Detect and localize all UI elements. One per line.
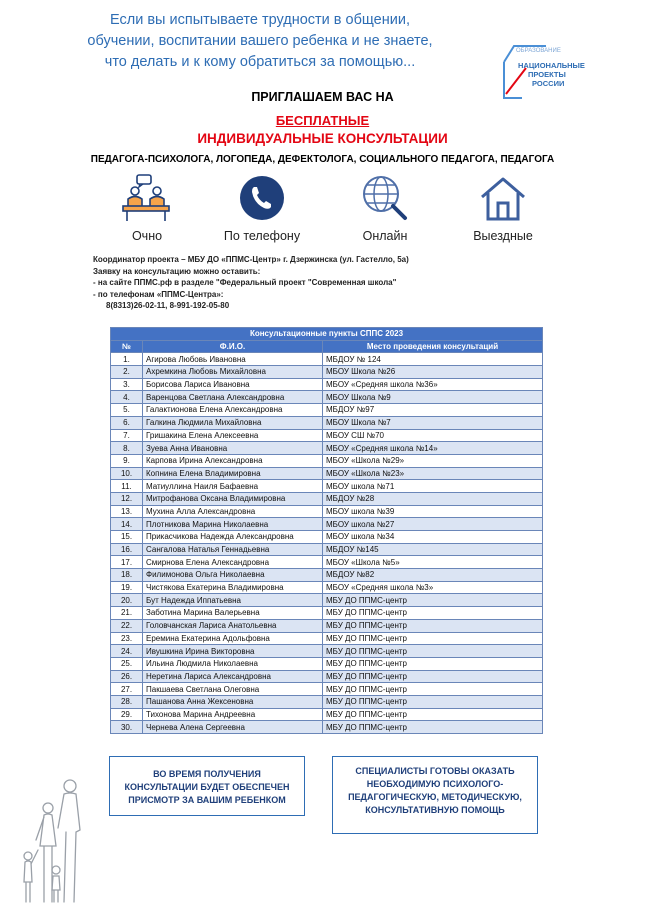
row-number: 25.	[111, 657, 143, 670]
table-row	[111, 721, 543, 734]
consultation-place: МБДОУ №28	[323, 492, 543, 505]
specialist-name: Матиуллина Наиля Бафаевна	[143, 480, 323, 493]
row-number: 11.	[111, 480, 143, 493]
specialist-name: Еремина Екатерина Адольфовна	[143, 632, 323, 645]
specialist-name: Неретина Лариса Александровна	[143, 670, 323, 683]
specialist-name: Тихонова Марина Андреевна	[143, 708, 323, 721]
consultation-place: МБОУ Школа №9	[323, 391, 543, 404]
consultation-place: МБОУ «Средняя школа №14»	[323, 442, 543, 455]
row-number: 23.	[111, 632, 143, 645]
table-row	[111, 708, 543, 721]
consultation-place: МБУ ДО ППМС-центр	[323, 645, 543, 658]
row-number: 14.	[111, 518, 143, 531]
table-row	[111, 518, 543, 531]
format-online	[340, 173, 430, 243]
table-row	[111, 632, 543, 645]
row-number: 29.	[111, 708, 143, 721]
specialist-name: Агирова Любовь Ивановна	[143, 353, 323, 366]
specialist-name: Варенцова Светлана Александровна	[143, 391, 323, 404]
site-line: - на сайте ППМС.рф в разделе "Федеральный проект "Современная школа"	[93, 278, 397, 287]
table-row	[111, 378, 543, 391]
format-label: Очно	[131, 229, 163, 243]
consultation-place: МБУ ДО ППМС-центр	[323, 594, 543, 607]
consultation-place: МБУ ДО ППМС-центр	[323, 721, 543, 734]
consultation-place: МБОУ школа №39	[323, 505, 543, 518]
specialist-name: Смирнова Елена Александровна	[143, 556, 323, 569]
consultation-place: МБУ ДО ППМС-центр	[323, 683, 543, 696]
table-row	[111, 645, 543, 658]
row-number: 12.	[111, 492, 143, 505]
consultation-place: МБДОУ №82	[323, 569, 543, 582]
format-phone	[217, 173, 307, 243]
phone-label-line: - по телефонам «ППМС-Центра»:	[93, 289, 224, 299]
consultation-place: МБУ ДО ППМС-центр	[323, 619, 543, 632]
consultation-place: МБУ ДО ППМС-центр	[323, 632, 543, 645]
table-row	[111, 657, 543, 670]
specialist-name: Бут Надежда Иппатьевна	[143, 594, 323, 607]
table-row	[111, 581, 543, 594]
row-number: 22.	[111, 619, 143, 632]
consultation-place: МБДОУ № 124	[323, 353, 543, 366]
format-label: Выездные	[473, 229, 533, 243]
specialists-line: ПЕДАГОГА-ПСИХОЛОГА, ЛОГОПЕДА, ДЕФЕКТОЛОГА, СОЦИАЛЬНОГО ПЕДАГОГА, ПЕДАГОГА	[90, 154, 555, 165]
table-row	[111, 416, 543, 429]
row-number: 1.	[111, 353, 143, 366]
phone-numbers: 8(8313)26-02-11, 8-991-192-05-80	[106, 301, 230, 310]
childcare-note	[109, 756, 305, 816]
consultation-place: МБУ ДО ППМС-центр	[323, 670, 543, 683]
consultation-place: МБОУ школа №34	[323, 531, 543, 544]
table-row	[111, 619, 543, 632]
format-label: По телефону	[223, 229, 301, 243]
intro-line: Если вы испытываете трудности в общении,	[110, 12, 410, 28]
family-illustration	[14, 770, 106, 906]
consultations-title: ИНДИВИДУАЛЬНЫЕ КОНСУЛЬТАЦИИ	[197, 131, 448, 146]
consultation-place: МБОУ «Школа №23»	[323, 467, 543, 480]
logo-line: НАЦИОНАЛЬНЫЕ	[518, 61, 585, 70]
table-row	[111, 404, 543, 417]
specialist-name: Ильина Людмила Николаевна	[143, 657, 323, 670]
note-line: СПЕЦИАЛИСТЫ ГОТОВЫ ОКАЗАТЬ	[355, 766, 515, 776]
format-label: Онлайн	[362, 229, 408, 243]
table-row	[111, 429, 543, 442]
specialist-name: Прикасчикова Надежда Александровна	[143, 531, 323, 544]
table-body	[111, 353, 543, 734]
row-number: 16.	[111, 543, 143, 556]
row-number: 27.	[111, 683, 143, 696]
specialist-name: Митрофанова Оксана Владимировна	[143, 492, 323, 505]
specialist-name: Филимонова Ольга Николаевна	[143, 569, 323, 582]
specialist-name: Пакшаева Светлана Олеговна	[143, 683, 323, 696]
table-row	[111, 695, 543, 708]
row-number: 18.	[111, 569, 143, 582]
table-row	[111, 670, 543, 683]
table-row	[111, 454, 543, 467]
intro-line: обучении, воспитании вашего ребенка и не знаете,	[87, 33, 433, 49]
row-number: 19.	[111, 581, 143, 594]
row-number: 3.	[111, 378, 143, 391]
note-line: ВО ВРЕМЯ ПОЛУЧЕНИЯ	[153, 769, 261, 779]
row-number: 26.	[111, 670, 143, 683]
specialist-name: Чернева Алена Сергеевна	[143, 721, 323, 734]
specialist-name: Гришакина Елена Алексеевна	[143, 429, 323, 442]
consultation-place: МБОУ «Школа №29»	[323, 454, 543, 467]
specialist-name: Зуева Анна Ивановна	[143, 442, 323, 455]
table-row	[111, 594, 543, 607]
table-row	[111, 480, 543, 493]
intro-line: что делать и к кому обратиться за помощью...	[104, 54, 416, 70]
consultation-place: МБОУ Школа №26	[323, 366, 543, 379]
consultation-place: МБОУ школа №71	[323, 480, 543, 493]
specialist-name: Головчанская Лариса Анатольевна	[143, 619, 323, 632]
table-row	[111, 353, 543, 366]
row-number: 5.	[111, 404, 143, 417]
specialist-name: Мухина Алла Александровна	[143, 505, 323, 518]
specialist-name: Копнина Елена Владимировна	[143, 467, 323, 480]
contact-info	[93, 254, 409, 312]
row-number: 8.	[111, 442, 143, 455]
consultation-points-table	[110, 327, 543, 734]
logo-line: ПРОЕКТЫ	[528, 70, 566, 79]
row-number: 30.	[111, 721, 143, 734]
specialist-name: Пашанова Анна Жексеновна	[143, 695, 323, 708]
phone-icon	[237, 173, 287, 223]
specialist-name: Галактионова Елена Александровна	[143, 404, 323, 417]
invite-line: ПРИГЛАШАЕМ ВАС НА	[251, 90, 394, 104]
format-in-person	[102, 173, 192, 243]
specialist-name: Чистякова Екатерина Владимировна	[143, 581, 323, 594]
consultation-place: МБОУ «Школа №5»	[323, 556, 543, 569]
logo-top-text: ОБРАЗОВАНИЕ	[516, 48, 561, 54]
row-number: 6.	[111, 416, 143, 429]
specialist-name: Карпова Ирина Александровна	[143, 454, 323, 467]
consultation-place: МБУ ДО ППМС-центр	[323, 708, 543, 721]
table-row	[111, 543, 543, 556]
row-number: 13.	[111, 505, 143, 518]
row-number: 7.	[111, 429, 143, 442]
table-row	[111, 467, 543, 480]
row-number: 4.	[111, 391, 143, 404]
specialists-note	[332, 756, 538, 834]
row-number: 15.	[111, 531, 143, 544]
specialist-name: Сангалова Наталья Геннадьевна	[143, 543, 323, 556]
request-line: Заявку на консультацию можно оставить:	[93, 266, 261, 276]
consultation-place: МБУ ДО ППМС-центр	[323, 657, 543, 670]
house-icon	[478, 173, 528, 223]
consultation-place: МБУ ДО ППМС-центр	[323, 607, 543, 620]
note-line: КОНСУЛЬТАЦИИ БУДЕТ ОБЕСПЕЧЕН	[124, 782, 290, 792]
logo-line: РОССИИ	[532, 79, 565, 88]
free-label: БЕСПЛАТНЫЕ	[275, 113, 370, 128]
row-number: 2.	[111, 366, 143, 379]
globe-icon	[360, 173, 410, 223]
specialist-name: Ахремкина Любовь Михайловна	[143, 366, 323, 379]
consultation-place: МБОУ школа №27	[323, 518, 543, 531]
specialist-name: Ивушкина Ирина Викторовна	[143, 645, 323, 658]
consultation-place: МБДОУ №145	[323, 543, 543, 556]
specialist-name: Заботина Марина Валерьевна	[143, 607, 323, 620]
consultation-place: МБОУ СШ №70	[323, 429, 543, 442]
row-number: 24.	[111, 645, 143, 658]
row-number: 17.	[111, 556, 143, 569]
table-row	[111, 366, 543, 379]
row-number: 20.	[111, 594, 143, 607]
row-number: 9.	[111, 454, 143, 467]
consultation-place: МБУ ДО ППМС-центр	[323, 695, 543, 708]
format-visit	[458, 173, 548, 243]
table-row	[111, 505, 543, 518]
column-header-number: №	[111, 340, 143, 353]
consultation-icon	[117, 173, 177, 223]
note-line: ПЕДАГОГИЧЕСКУЮ, МЕТОДИЧЕСКУЮ,	[348, 792, 522, 802]
specialist-name: Плотникова Марина Николаевна	[143, 518, 323, 531]
coordinator-line: Координатор проекта – МБУ ДО «ППМС-Центр» г. Дзержинска (ул. Гастелло, 5а)	[93, 255, 409, 264]
row-number: 28.	[111, 695, 143, 708]
note-line: КОНСУЛЬТАТИВНУЮ ПОМОЩЬ	[365, 805, 505, 815]
row-number: 21.	[111, 607, 143, 620]
note-line: ПРИСМОТР ЗА ВАШИМ РЕБЕНКОМ	[128, 795, 286, 805]
column-header-place: Место проведения консультаций	[323, 340, 543, 353]
specialist-name: Борисова Лариса Ивановна	[143, 378, 323, 391]
table-row	[111, 391, 543, 404]
table-caption: Консультационные пункты СППС 2023	[111, 328, 543, 341]
note-line: НЕОБХОДИМУЮ ПСИХОЛОГО-	[366, 779, 504, 789]
column-header-name: Ф.И.О.	[143, 340, 323, 353]
consultation-place: МБОУ Школа №7	[323, 416, 543, 429]
consultation-place: МБОУ «Средняя школа №36»	[323, 378, 543, 391]
table-row	[111, 531, 543, 544]
row-number: 10.	[111, 467, 143, 480]
intro-text	[80, 10, 440, 73]
consultation-place: МБОУ «Средняя школа №3»	[323, 581, 543, 594]
table-row	[111, 569, 543, 582]
table-row	[111, 607, 543, 620]
table-row	[111, 556, 543, 569]
consultation-place: МБДОУ №97	[323, 404, 543, 417]
specialist-name: Галкина Людмила Михайловна	[143, 416, 323, 429]
table-row	[111, 683, 543, 696]
table-row	[111, 442, 543, 455]
table-row	[111, 492, 543, 505]
